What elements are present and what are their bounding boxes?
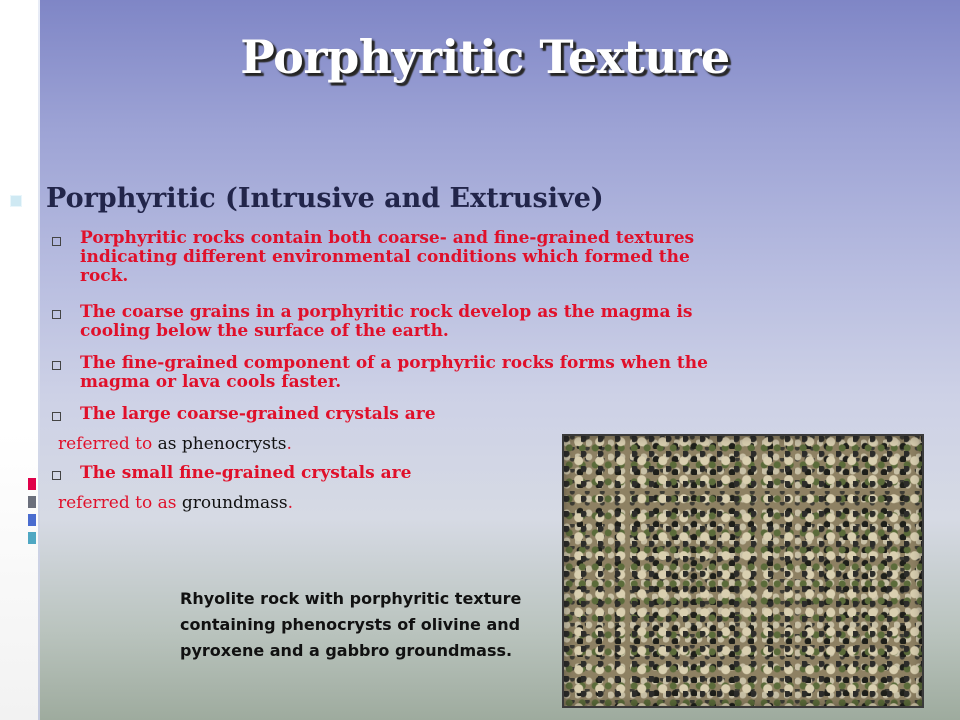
slide-title: Porphyritic Texture (240, 30, 730, 84)
hollow-square-bullet-icon (52, 237, 61, 246)
continuation-lead: referred to as (58, 493, 182, 513)
bullet-continuation (58, 493, 293, 513)
rhyolite-rock-photo (562, 434, 924, 708)
edge-line (38, 0, 40, 720)
decor-square-blue (28, 514, 36, 526)
decor-squares (28, 478, 36, 550)
bullet-continuation (58, 434, 292, 454)
bullet-text: The coarse grains in a porphyritic rock develop as the magma is cooling below the surface of the earth. (80, 302, 693, 341)
continuation-tail: . (287, 493, 294, 513)
continuation-tail: . (286, 434, 292, 454)
term-groundmass: groundmass (181, 493, 288, 513)
hollow-square-bullet-icon (52, 471, 61, 480)
term-phenocrysts: as phenocrysts (157, 434, 287, 454)
square-bullet-icon (10, 195, 22, 207)
bullet-text: The fine-grained component of a porphyriic rocks forms when the magma or lava cools faster. (80, 353, 708, 392)
bullet-text: The large coarse-grained crystals are (80, 404, 436, 424)
hollow-square-bullet-icon (52, 361, 61, 370)
hollow-square-bullet-icon (52, 412, 61, 421)
bullet-text: The small fine-grained crystals are (80, 463, 412, 483)
bullet-text: Porphyritic rocks contain both coarse- and fine-grained textures indicating different environmental conditions which formed the rock. (80, 228, 695, 286)
photo-caption: Rhyolite rock with porphyritic texture containing phenocrysts of olivine and pyroxene and a gabbro groundmass. (180, 589, 522, 660)
decor-square-teal (28, 532, 36, 544)
continuation-lead: referred to (58, 434, 158, 454)
decor-square-gray (28, 496, 36, 508)
section-heading: Porphyritic (Intrusive and Extrusive) (46, 183, 604, 214)
hollow-square-bullet-icon (52, 310, 61, 319)
left-decor-strip (0, 0, 38, 720)
decor-square-red (28, 478, 36, 490)
